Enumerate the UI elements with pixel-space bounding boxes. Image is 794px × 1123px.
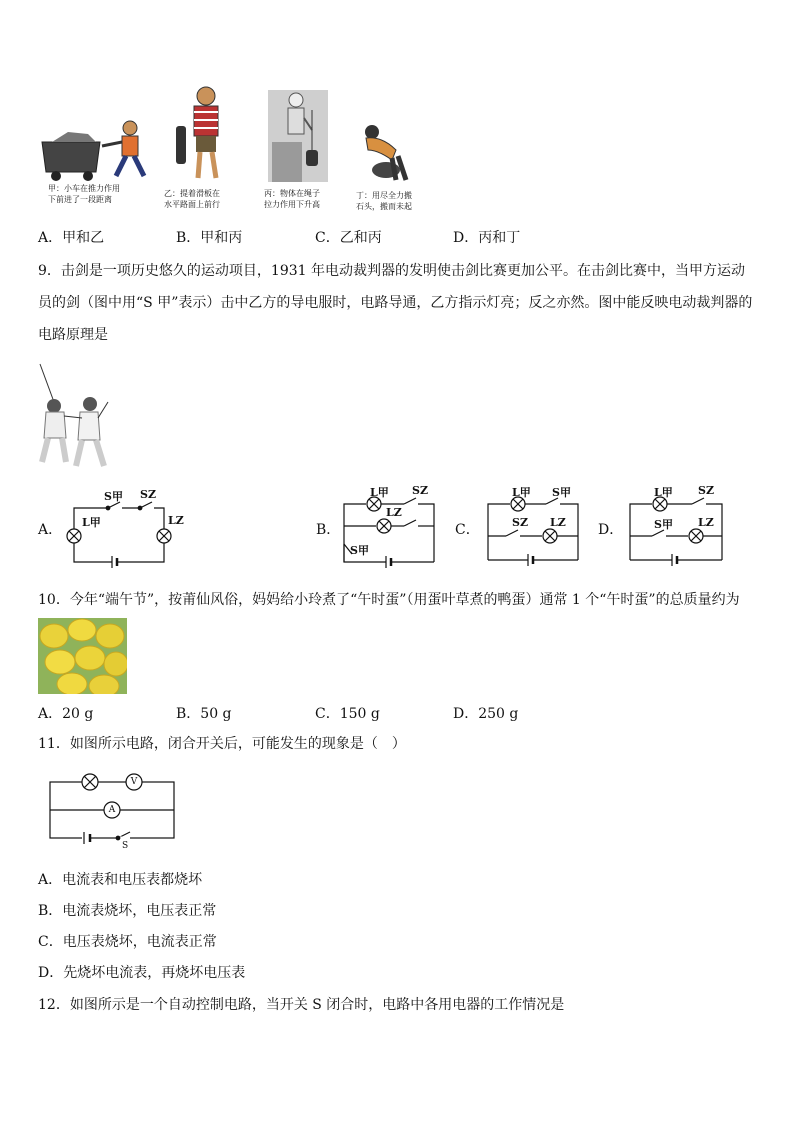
q10-option-a[interactable]: A．20 g [38, 706, 94, 722]
label-l-yi: LZ [698, 516, 714, 529]
switch-label: S [122, 841, 129, 851]
circuit-d[interactable] [622, 484, 732, 576]
caption-jia: 甲：小车在推力作用 下前进了一段距离 [48, 184, 120, 204]
q11-question-text: 11．如图所示电路，闭合开关后，可能发生的现象是（ ） [38, 736, 406, 752]
voltmeter-label: V [130, 777, 138, 787]
q8-figure-jia [38, 120, 158, 215]
q10-option-b[interactable]: B．50 g [176, 706, 232, 722]
label-s-jia: S甲 [350, 544, 369, 557]
duck-eggs-photo [38, 618, 127, 694]
caption-yi: 乙：提着滑板在 水平路面上前行 [164, 189, 220, 209]
label-l-yi: LZ [168, 514, 184, 527]
q8-option-d[interactable]: D．丙和丁 [453, 230, 521, 246]
caption-ding: 丁：用尽全力搬 石头，搬而未起 [356, 191, 412, 211]
label-l-yi: LZ [386, 506, 402, 519]
q12-question-text: 12．如图所示是一个自动控制电路，当开关 S 闭合时，电路中各用电器的工作情况是 [38, 997, 565, 1013]
label-s-yi: SZ [698, 484, 714, 497]
q11-option-d[interactable]: D．先烧坏电流表，再烧坏电压表 [38, 965, 246, 981]
q11-option-c[interactable]: C．电压表烧坏，电流表正常 [38, 934, 217, 950]
q8-option-c[interactable]: C．乙和丙 [315, 230, 382, 246]
label-l-jia: L甲 [512, 486, 531, 499]
q8-option-a[interactable]: A．甲和乙 [38, 230, 105, 246]
lifting-stone-illustration [352, 120, 422, 186]
label-l-jia: L甲 [654, 486, 673, 499]
q10-option-c[interactable]: C．150 g [315, 706, 380, 722]
q10-option-d[interactable]: D．250 g [453, 706, 519, 722]
circuit-a[interactable] [60, 486, 190, 576]
label-s-jia: S甲 [104, 490, 123, 503]
cart-push-illustration [38, 120, 158, 190]
label-l-yi: LZ [550, 516, 566, 529]
label-s-yi: SZ [140, 488, 156, 501]
fencing-photo [38, 362, 110, 470]
q9-question-text: 9．击剑是一项历史悠久的运动项目，1931 年电动裁判器的发明使击剑比赛更加公平。在击剑比赛中，当甲方运动员的剑（图中用“S 甲”表示）击中乙方的导电服时，电路导通，乙方指示灯亮；反之亦然。图中能反映电动裁判器的电路原理是 [38, 263, 753, 343]
q8-figure-ding [352, 120, 432, 215]
rope-lifting-illustration [262, 90, 332, 185]
label-l-jia: L甲 [82, 516, 101, 529]
label-s-yi: SZ [512, 516, 528, 529]
q11-option-a[interactable]: A．电流表和电压表都烧坏 [38, 872, 203, 888]
q8-figure-bing [262, 90, 344, 215]
q9-option-d[interactable]: D． [598, 522, 624, 538]
q10-question-text: 10．今年“端午节”，按莆仙风俗，妈妈给小玲煮了“午时蛋”（用蛋叶草煮的鸭蛋）通常 1 个“午时蛋”的总质量约为 [38, 592, 740, 608]
circuit-c[interactable] [480, 484, 585, 576]
label-l-jia: L甲 [370, 486, 389, 499]
ammeter-label: A [108, 805, 116, 815]
label-s-yi: SZ [412, 484, 428, 497]
q8-figure-yi [162, 84, 242, 215]
q11-option-b[interactable]: B．电流表烧坏，电压表正常 [38, 903, 217, 919]
caption-bing: 丙：物体在绳子 拉力作用下升高 [264, 189, 320, 209]
q9-option-a[interactable]: A． [38, 522, 63, 538]
q9-option-b[interactable]: B． [316, 522, 341, 538]
q8-option-b[interactable]: B．甲和丙 [176, 230, 243, 246]
label-s-jia: S甲 [654, 518, 673, 531]
label-s-jia: S甲 [552, 486, 571, 499]
circuit-b[interactable] [336, 484, 441, 576]
q9-option-c[interactable]: C． [455, 522, 480, 538]
q11-circuit-diagram [46, 770, 178, 854]
boy-carrying-skateboard-illustration [162, 84, 242, 184]
